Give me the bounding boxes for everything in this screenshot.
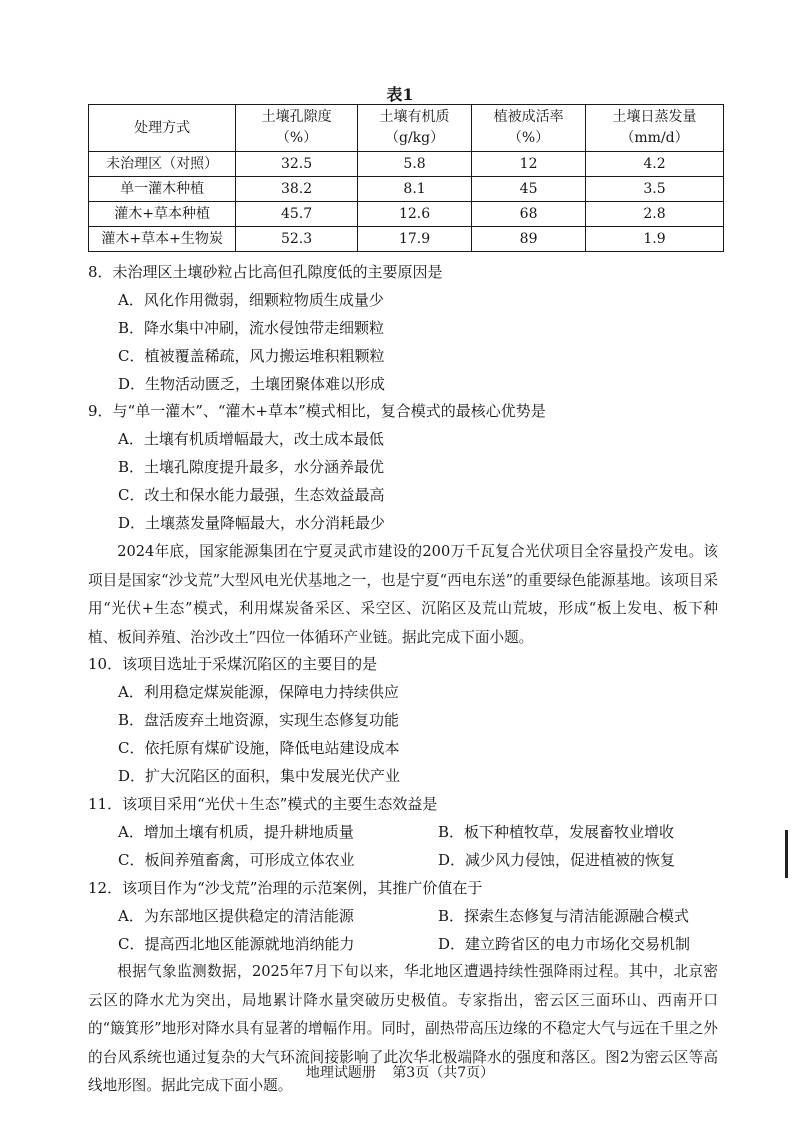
header-method: 处理方式 [89, 105, 236, 152]
table-cell: 12 [472, 152, 586, 177]
table-cell: 5.8 [357, 152, 471, 177]
table-row [89, 152, 724, 177]
footer-page-number: 第3页（共7页） [392, 1065, 495, 1081]
question-11-option-b: B．板下种植牧草，发展畜牧业增收 [438, 823, 675, 841]
table-cell: 17.9 [357, 227, 471, 252]
reading-passage-1 [88, 538, 718, 652]
header-porosity: 土壤孔隙度 （%） [236, 105, 358, 152]
table-cell: 45 [472, 177, 586, 202]
table-cell: 单一灌木种植 [89, 177, 236, 202]
data-table [88, 104, 724, 252]
table-cell: 未治理区（对照） [89, 152, 236, 177]
page-footer [0, 1062, 800, 1082]
question-10-stem: 10．该项目选址于采煤沉陷区的主要目的是 [88, 655, 378, 673]
question-10-option-d: D．扩大沉陷区的面积，集中发展光伏产业 [118, 767, 401, 785]
question-12-stem: 12．该项目作为“沙戈荒”治理的示范案例，其推广价值在于 [88, 879, 483, 897]
table-cell: 32.5 [236, 152, 358, 177]
table-caption: 表1 [386, 85, 414, 104]
table-row [89, 227, 724, 252]
table-cell: 45.7 [236, 202, 358, 227]
table-cell: 4.2 [586, 152, 724, 177]
question-8-stem: 8．未治理区土壤砂粒占比高但孔隙度低的主要原因是 [88, 263, 443, 281]
table-cell: 1.9 [586, 227, 724, 252]
table-cell: 灌木+草本+生物炭 [89, 227, 236, 252]
table-row [89, 177, 724, 202]
question-10-option-c: C．依托原有煤矿设施，降低电站建设成本 [118, 739, 400, 757]
table-cell: 8.1 [357, 177, 471, 202]
table-cell: 3.5 [586, 177, 724, 202]
header-survival-rate: 植被成活率 （%） [472, 105, 586, 152]
question-11-option-d: D．减少风力侵蚀，促进植被的恢复 [438, 851, 676, 869]
question-11-option-a: A．增加土壤有机质，提升耕地质量 [118, 823, 354, 841]
passage-2-text: 根据气象监测数据，2025年7月下旬以来，华北地区遭遇持续性强降雨过程。其中，北京密云区的降水尤为突出，局地累计降水量突破历史极值。专家指出，密云区三面环山、西南开口的“簸箕形”地形对降水具有显著的增幅作用。同时，副热带高压边缘的不稳定大气与远在千里之外的台风系统也通过复杂的大气环流间接影响了此次华北极端降水的强度和落区。图2为密云区等高线地形图。据此完成下面小题。 [88, 963, 718, 1094]
question-12-option-c: C．提高西北地区能源就地消纳能力 [118, 935, 355, 953]
question-10-option-b: B．盘活废弃土地资源，实现生态修复功能 [118, 711, 400, 729]
table-cell: 68 [472, 202, 586, 227]
question-12-option-a: A．为东部地区提供稳定的清洁能源 [118, 907, 354, 925]
question-9-option-c: C．改土和保水能力最强，生态效益最高 [118, 486, 385, 504]
table-cell: 2.8 [586, 202, 724, 227]
question-12-option-b: B．探索生态修复与清洁能源融合模式 [438, 907, 690, 925]
question-12-option-d: D．建立跨省区的电力市场化交易机制 [438, 935, 691, 953]
question-9-option-a: A．土壤有机质增幅最大，改土成本最低 [118, 430, 384, 448]
question-8-option-c: C．植被覆盖稀疏，风力搬运堆积粗颗粒 [118, 347, 385, 365]
margin-mark [785, 830, 788, 878]
header-organic-matter: 土壤有机质 （g/kg） [357, 105, 471, 152]
table-row [89, 202, 724, 227]
question-9-option-d: D．土壤蒸发量降幅最大，水分消耗最少 [118, 514, 386, 532]
table-cell: 52.3 [236, 227, 358, 252]
question-8-option-d: D．生物活动匮乏，土壤团聚体难以形成 [118, 375, 386, 393]
table-cell: 38.2 [236, 177, 358, 202]
question-8-option-a: A．风化作用微弱，细颗粒物质生成量少 [118, 291, 384, 309]
passage-1-text: 2024年底，国家能源集团在宁夏灵武市建设的200万千瓦复合光伏项目全容量投产发电。该项目是国家“沙戈荒”大型风电光伏基地之一，也是宁夏“西电东送”的重要绿色能源基地。该项目采用“光伏+生态”模式，利用煤炭备采区、采空区、沉陷区及荒山荒坡，形成“板上发电、板下种植、板间养殖、治沙改土”四位一体循环产业链。据此完成下面小题。 [88, 543, 718, 646]
question-11-stem: 11．该项目采用“光伏＋生态”模式的主要生态效益是 [88, 795, 438, 813]
header-evaporation: 土壤日蒸发量 （mm/d） [586, 105, 724, 152]
table-cell: 灌木+草本种植 [89, 202, 236, 227]
table-header-row [89, 105, 724, 152]
footer-book-title: 地理试题册 [305, 1065, 376, 1081]
question-11-option-c: C．板间养殖畜禽，可形成立体农业 [118, 851, 355, 869]
table-cell: 12.6 [357, 202, 471, 227]
question-9-option-b: B．土壤孔隙度提升最多，水分涵养最优 [118, 458, 385, 476]
question-9-stem: 9．与“单一灌木”、“灌木+草本”模式相比，复合模式的最核心优势是 [88, 402, 546, 420]
table-cell: 89 [472, 227, 586, 252]
question-10-option-a: A．利用稳定煤炭能源，保障电力持续供应 [118, 683, 399, 701]
question-8-option-b: B．降水集中冲刷，流水侵蚀带走细颗粒 [118, 319, 385, 337]
